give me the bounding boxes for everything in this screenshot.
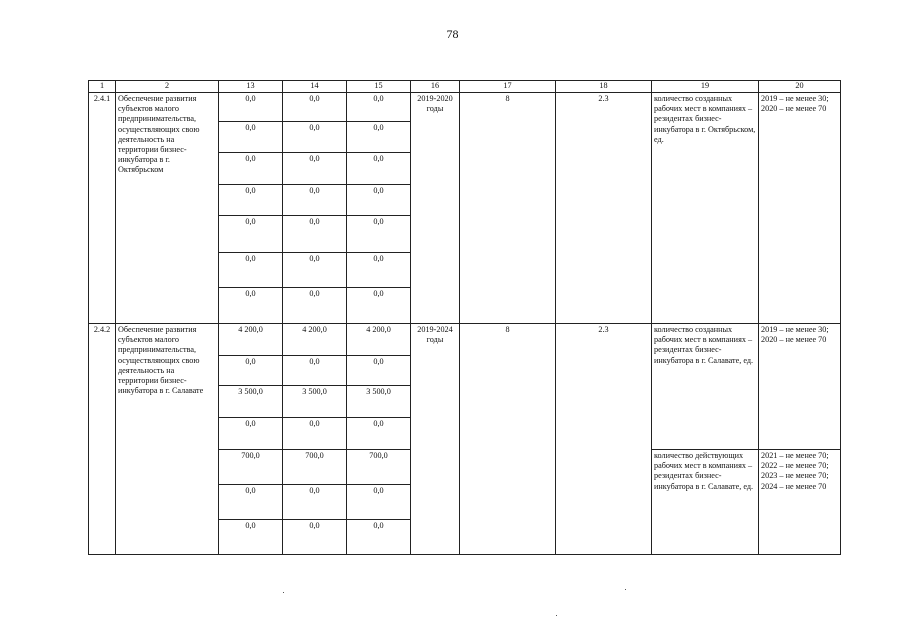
- header-cell: 20: [759, 81, 841, 93]
- value-cell: 0,0: [347, 356, 411, 386]
- value-cell: 0,0: [347, 485, 411, 520]
- table-row: [89, 324, 841, 356]
- indicator-targets: 2019 – не менее 30; 2020 – не менее 70: [759, 93, 841, 324]
- value-cell: 0,0: [283, 253, 347, 288]
- value-cell: 0,0: [283, 485, 347, 520]
- value-cell: 0,0: [283, 122, 347, 153]
- value-cell: 0,0: [219, 520, 283, 555]
- indicator-text: количество созданных рабочих мест в компаниях – резидентах бизнес-инкубатора в г. Салавате, ед.: [652, 324, 759, 450]
- value-cell: 3 500,0: [219, 386, 283, 418]
- header-cell: 18: [556, 81, 652, 93]
- value-cell: 3 500,0: [283, 386, 347, 418]
- value-cell: 4 200,0: [219, 324, 283, 356]
- value-cell: 700,0: [283, 450, 347, 485]
- scan-speck: [556, 615, 557, 616]
- value-cell: 0,0: [283, 153, 347, 185]
- scan-speck: [283, 592, 284, 593]
- value-cell: 0,0: [219, 185, 283, 216]
- value-cell: 0,0: [219, 253, 283, 288]
- value-cell: 0,0: [347, 418, 411, 450]
- value-cell: 0,0: [347, 288, 411, 324]
- indicator-text: количество созданных рабочих мест в компаниях – резидентах бизнес-инкубатора в г. Октябрьском, ед.: [652, 93, 759, 324]
- header-cell: 17: [460, 81, 556, 93]
- value-cell: 0,0: [347, 253, 411, 288]
- program-table: [88, 80, 841, 555]
- value-cell: 3 500,0: [347, 386, 411, 418]
- value-cell: 0,0: [347, 153, 411, 185]
- value-cell: 0,0: [219, 122, 283, 153]
- value-cell: 0,0: [283, 520, 347, 555]
- header-cell: 19: [652, 81, 759, 93]
- row-id: 2.4.2: [89, 324, 116, 555]
- value-cell: 0,0: [283, 185, 347, 216]
- row-years: 2019-2024 годы: [411, 324, 460, 555]
- value-cell: 0,0: [283, 356, 347, 386]
- header-cell: 1: [89, 81, 116, 93]
- header-cell: 2: [116, 81, 219, 93]
- row-description: Обеспечение развития субъектов малого предпринимательства, осуществляющих свою деятельность на территории бизнес-инкубатора в г. Октябрьском: [116, 93, 219, 324]
- value-cell: 0,0: [219, 356, 283, 386]
- value-cell: 700,0: [347, 450, 411, 485]
- row-description: Обеспечение развития субъектов малого предпринимательства, осуществляющих свою деятельность на территории бизнес-инкубатора в г. Салавате: [116, 324, 219, 555]
- indicator-targets: 2019 – не менее 30; 2020 – не менее 70: [759, 324, 841, 450]
- row-col17: 8: [460, 93, 556, 324]
- value-cell: 0,0: [283, 216, 347, 253]
- value-cell: 0,0: [347, 122, 411, 153]
- row-col18: 2.3: [556, 93, 652, 324]
- value-cell: 0,0: [219, 485, 283, 520]
- scan-speck: [625, 589, 626, 590]
- header-cell: 16: [411, 81, 460, 93]
- value-cell: 0,0: [283, 288, 347, 324]
- value-cell: 0,0: [347, 216, 411, 253]
- header-row: [89, 81, 841, 93]
- header-cell: 13: [219, 81, 283, 93]
- row-years: 2019-2020 годы: [411, 93, 460, 324]
- value-cell: 0,0: [219, 93, 283, 122]
- header-cell: 15: [347, 81, 411, 93]
- value-cell: 0,0: [347, 185, 411, 216]
- table-row: [89, 93, 841, 122]
- indicator-targets: 2021 – не менее 70; 2022 – не менее 70; 2023 – не менее 70; 2024 – не менее 70: [759, 450, 841, 555]
- indicator-text: количество действующих рабочих мест в компаниях – резидентах бизнес-инкубатора в г. Салавате, ед.: [652, 450, 759, 555]
- value-cell: 0,0: [347, 520, 411, 555]
- value-cell: 0,0: [283, 418, 347, 450]
- row-id: 2.4.1: [89, 93, 116, 324]
- value-cell: 0,0: [219, 288, 283, 324]
- value-cell: 4 200,0: [283, 324, 347, 356]
- header-cell: 14: [283, 81, 347, 93]
- value-cell: 0,0: [347, 93, 411, 122]
- value-cell: 4 200,0: [347, 324, 411, 356]
- value-cell: 700,0: [219, 450, 283, 485]
- row-col18: 2.3: [556, 324, 652, 555]
- value-cell: 0,0: [219, 153, 283, 185]
- page-number: 78: [446, 27, 459, 41]
- value-cell: 0,0: [219, 418, 283, 450]
- value-cell: 0,0: [283, 93, 347, 122]
- value-cell: 0,0: [219, 216, 283, 253]
- row-col17: 8: [460, 324, 556, 555]
